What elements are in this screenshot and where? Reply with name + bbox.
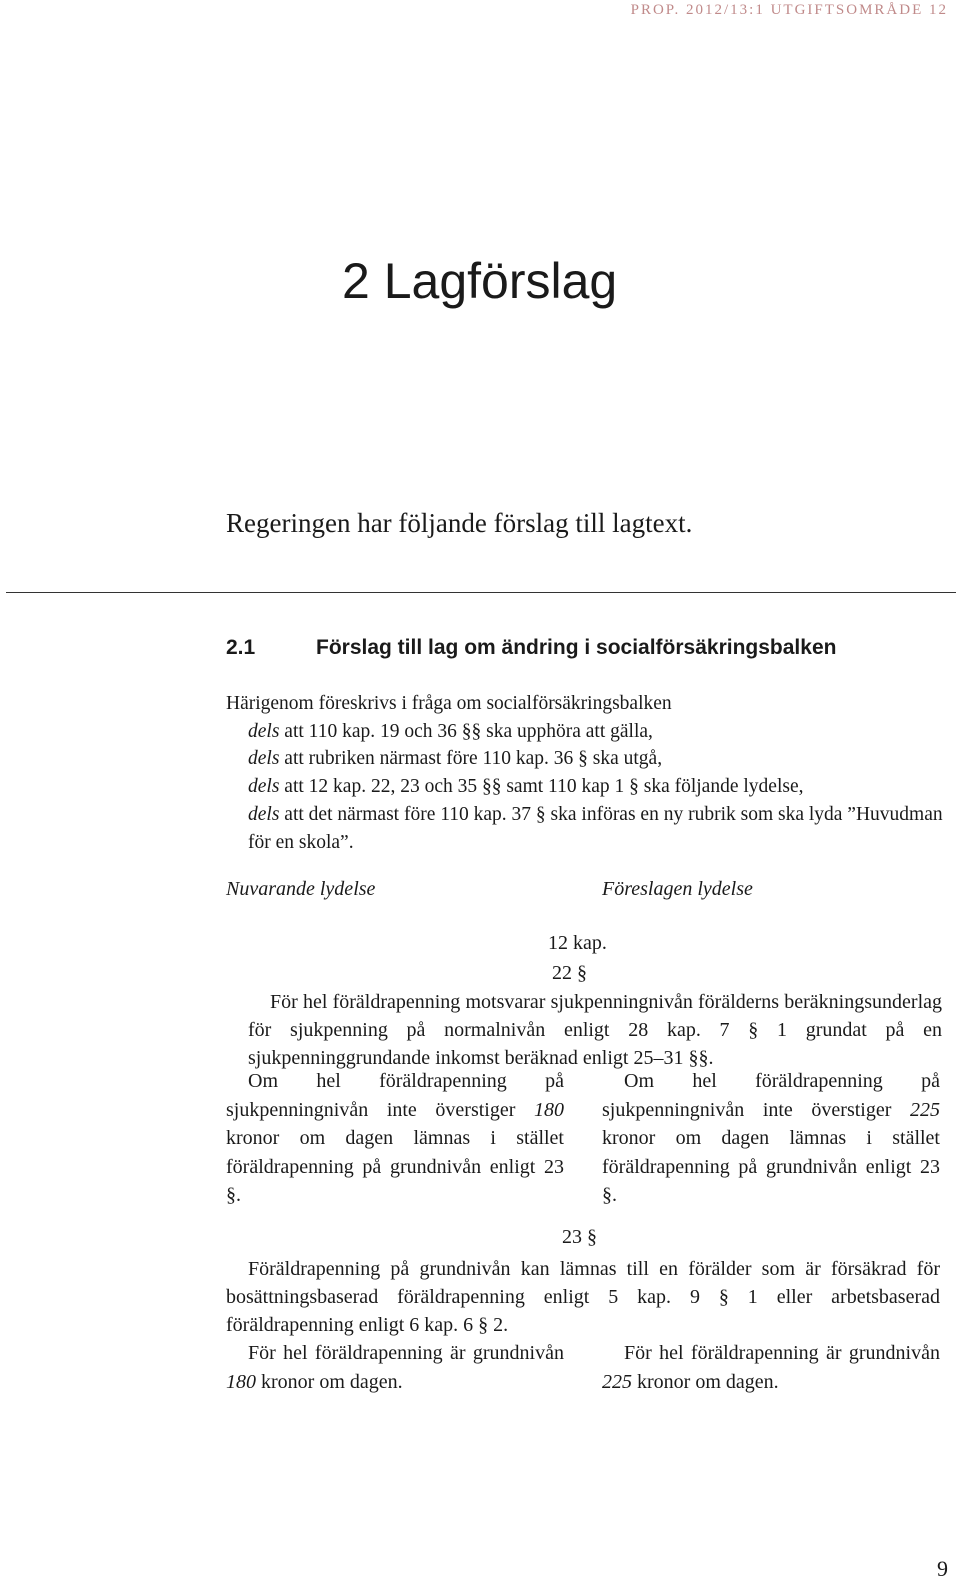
chapter-reference: 12 kap.: [548, 932, 607, 954]
preamble-line-text: att 110 kap. 19 och 36 §§ ska upphöra att gälla,: [284, 720, 653, 742]
wording-text: Om hel föräldrapenning på sjukpenningnivån inte överstiger: [226, 1070, 564, 1121]
dels-word: dels: [248, 803, 280, 825]
paragraph-common-text: Föräldrapenning på grundnivån kan lämnas till en förälder som är försäkrad för bosättningsbaserad föräldrapenning enligt 5 kap. 9 § 1 eller arbetsbaserad föräldrapenning enligt 6 kap. 6 § 2.: [226, 1258, 940, 1336]
horizontal-rule: [6, 592, 956, 593]
amount-proposed: 225: [910, 1098, 940, 1121]
wording-text: Om hel föräldrapenning på sjukpenningnivån inte överstiger: [602, 1070, 940, 1121]
current-wording: [226, 1067, 564, 1210]
proposed-wording: [602, 1339, 940, 1396]
paragraph-number: 23 §: [562, 1226, 597, 1248]
preamble-line-text: att rubriken närmast före 110 kap. 36 § ska utgå,: [284, 748, 663, 770]
paragraph-number: 22 §: [552, 962, 587, 984]
intro-text: Regeringen har följande förslag till lagtext.: [226, 508, 693, 538]
proposed-wording: [602, 1067, 940, 1210]
current-wording: [226, 1339, 564, 1396]
wording-text: kronor om dagen lämnas i stället föräldrapenning på grundnivån enligt 23 §.: [226, 1127, 564, 1206]
amount-proposed: 225: [602, 1370, 632, 1393]
amount-current: 180: [534, 1098, 564, 1121]
preamble-line: Härigenom föreskrivs i fråga om socialförsäkringsbalken: [226, 693, 672, 714]
section-title: Förslag till lag om ändring i socialförsäkringsbalken: [316, 636, 837, 659]
wording-text: För hel föräldrapenning är grundnivån: [624, 1342, 940, 1364]
preamble-line-text: att det närmast före 110 kap. 37 § ska införas en ny rubrik som ska lyda ”Huvudman för en skola”.: [248, 803, 943, 853]
chapter-title: 2 Lagförslag: [342, 253, 618, 309]
column-heading-current: Nuvarande lydelse: [226, 878, 376, 900]
dels-word: dels: [248, 720, 280, 742]
dels-word: dels: [248, 748, 280, 770]
column-heading-proposed: Föreslagen lydelse: [602, 878, 753, 900]
wording-text: kronor om dagen.: [637, 1370, 779, 1393]
preamble-line-text: att 12 kap. 22, 23 och 35 §§ samt 110 kap 1 § ska följande lydelse,: [284, 776, 804, 798]
amount-current: 180: [226, 1370, 256, 1393]
paragraph-common-text: För hel föräldrapenning motsvarar sjukpenningnivån förälderns beräkningsunderlag för sjukpenning på normalnivån enligt 28 kap. 7 § 1 grundat på en sjukpenninggrundande inkomst beräknad enligt 25–31 §§.: [248, 991, 942, 1069]
wording-text: För hel föräldrapenning är grundnivån: [248, 1342, 564, 1364]
preamble-line: [226, 773, 950, 801]
page-number: 9: [937, 1556, 948, 1581]
dels-word: dels: [248, 776, 280, 798]
section-heading: [226, 636, 836, 660]
wording-text: kronor om dagen lämnas i stället föräldrapenning på grundnivån enligt 23 §.: [602, 1127, 940, 1206]
preamble-line: [226, 718, 950, 746]
preamble-line: [226, 801, 950, 856]
preamble-line: [226, 745, 950, 773]
wording-text: kronor om dagen.: [261, 1370, 403, 1393]
running-header: PROP. 2012/13:1 UTGIFTSOMRÅDE 12: [630, 2, 948, 18]
preamble: [226, 690, 950, 856]
section-number: 2.1: [226, 636, 256, 659]
